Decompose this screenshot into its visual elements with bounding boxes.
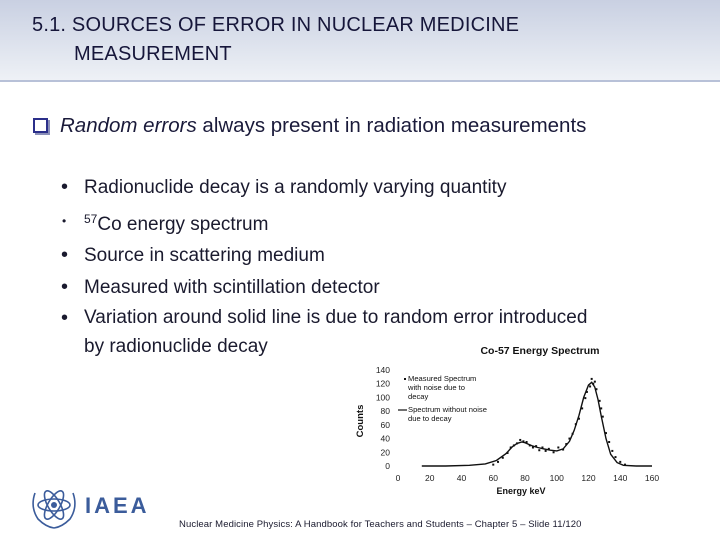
iaea-wordmark: IAEA [85,493,150,518]
spectrum-chart [350,343,672,503]
bullet-text: Measured with scintillation detector [84,276,380,298]
data-point [548,448,550,450]
data-point [502,457,504,459]
legend-marker-points [404,378,406,380]
data-point [529,444,531,446]
slide-title-line2: MEASUREMENT [74,43,232,65]
legend-label: Spectrum without noise [408,405,487,414]
data-point [497,461,499,463]
data-point [578,418,580,420]
data-point [516,442,518,444]
data-point [589,385,591,387]
list-item [58,204,587,241]
data-point [595,388,597,390]
data-point [562,449,564,451]
legend-label: Measured Spectrum [408,374,477,383]
data-point [608,441,610,443]
data-point [492,464,494,466]
legend-label: due to decay [408,414,452,423]
spectrum-chart-svg [350,343,672,503]
y-tick-label: 0 [385,461,390,471]
data-point [532,446,534,448]
checkbox-bullet-icon [33,118,48,133]
bullet-dot-icon: • [61,176,69,198]
x-tick-label: 0 [395,473,401,483]
data-point [526,441,528,443]
chart-title: Co-57 Energy Spectrum [480,345,600,357]
y-tick-label: 60 [380,419,390,430]
data-point [522,440,524,442]
bullet-dot-icon: • [61,244,69,266]
x-tick-label: 20 [425,473,435,483]
main-bullet [33,114,586,138]
data-point [545,450,547,452]
bullet-text-continued: by radionuclide decay [84,336,268,357]
x-tick-label: 80 [520,473,530,483]
bullet-dot-icon: • [62,213,67,228]
y-tick-label: 20 [380,447,390,458]
slide-title-line1: 5.1. SOURCES OF ERROR IN NUCLEAR MEDICINE [32,14,520,36]
y-tick-label: 120 [375,378,390,389]
list-item [58,240,587,272]
data-point [602,416,604,418]
y-tick-label: 40 [380,433,390,444]
isotope-superscript: 57 [84,211,98,226]
slide-footer: Nuclear Medicine Physics: A Handbook for Teachers and Students – Chapter 5 – Slide 11/120 [179,519,582,530]
data-point [592,383,594,385]
data-point [535,445,537,447]
data-point [519,439,521,441]
y-axis-label: Counts [355,404,366,438]
data-point [619,461,621,463]
x-tick-label: 120 [581,473,596,483]
data-point [581,407,583,409]
data-point [611,450,613,452]
y-tick-label: 100 [375,392,390,403]
data-point [538,449,540,451]
x-tick-label: 140 [613,473,628,483]
data-point [594,381,596,383]
data-point [568,438,570,440]
data-point [510,446,512,448]
y-tick-label: 80 [380,406,390,417]
bullet-dot-icon: • [61,275,69,298]
main-bullet-italic: Random errors [60,114,197,137]
data-point [575,423,577,425]
title-banner [0,0,720,82]
legend-label: with noise due to [408,383,465,392]
data-point [599,400,601,402]
legend-label: decay [408,392,429,401]
list-item [58,172,587,204]
data-point [591,378,593,380]
data-point [507,452,509,454]
x-tick-label: 60 [488,473,498,483]
data-point [584,397,586,399]
x-axis-label: Energy keV [496,486,546,496]
data-point [557,446,559,448]
x-tick-label: 160 [644,473,660,483]
bullet-text: Source in scattering medium [84,245,325,266]
iaea-emblem-icon [28,483,80,533]
data-point [553,451,555,453]
data-point [565,443,567,445]
sub-bullet-list [58,172,587,361]
data-point [513,444,515,446]
slide-title [32,11,519,69]
x-tick-label: 100 [549,473,564,483]
bullet-text: Variation around solid line is due to random error introduced [84,307,588,328]
data-point [624,464,626,466]
bullet-text: Co energy spectrum [97,213,269,235]
data-point [541,446,543,448]
data-point [600,407,602,409]
x-tick-label: 40 [456,473,467,483]
y-tick-label: 140 [375,365,390,375]
bullet-dot-icon: • [61,307,69,329]
data-point [614,456,616,458]
bullet-text: Radionuclide decay is a randomly varying quantity [84,177,507,198]
data-point [605,432,607,434]
data-point [572,433,574,435]
data-point [586,391,588,393]
main-bullet-text: always present in radiation measurements [196,114,587,137]
list-item [58,272,587,304]
